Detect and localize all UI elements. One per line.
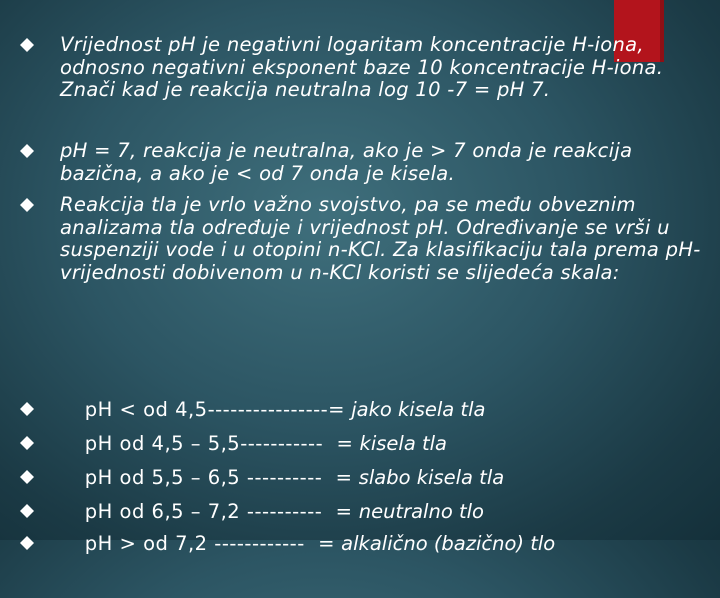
diamond-bullet-icon [20,198,34,212]
diamond-bullet-icon [20,38,34,52]
scale-range: pH > od 7,2 ------------ = [84,532,335,555]
scale-range: pH od 5,5 – 6,5 ---------- = [84,466,353,489]
paragraph-soil-reaction [60,194,710,284]
diamond-bullet-icon [20,488,34,502]
scale-row-alkaline [60,484,555,580]
scale-label: kisela tla [353,432,448,455]
paragraph-text: pH = 7, reakcija je neutralna, ako je > 7 onda je reakcija bazična, a ako je < od 7 onda je kisela. [60,139,633,185]
diamond-bullet-icon [20,144,34,158]
diamond-bullet-icon [20,422,34,436]
scale-range: pH od 6,5 – 7,2 ---------- = [84,500,353,523]
scale-label: jako kisela tla [345,398,486,421]
paragraph-neutral-reaction [60,140,710,185]
paragraph-ph-definition [60,34,710,102]
scale-range: pH < od 4,5----------------= [84,398,346,421]
paragraph-text: Vrijednost pH je negativni logaritam koncentracije H-iona, odnosno negativni eksponent baze 10 koncentracije H-iona. Znači kad je reakcija neutralna log 10 -7 = pH 7. [60,33,664,101]
diamond-bullet-icon [20,388,34,402]
scale-label: slabo kisela tla [352,466,505,489]
scale-range: pH od 4,5 – 5,5----------- = [84,432,354,455]
scale-label: alkalično (bazično) tlo [334,532,556,555]
diamond-bullet-icon [20,456,34,470]
scale-label: neutralno tlo [352,500,484,523]
diamond-bullet-icon [20,354,34,368]
paragraph-text: Reakcija tla je vrlo važno svojstvo, pa se među obveznim analizama tla određuje i vrijednost pH. Određivanje se vrši u suspenziji vode i u otopini n-KCl. Za klasifikaciju tala prema pH-vrijednosti dobivenom u n-KCl koristi se slijedeća skala: [60,193,701,284]
